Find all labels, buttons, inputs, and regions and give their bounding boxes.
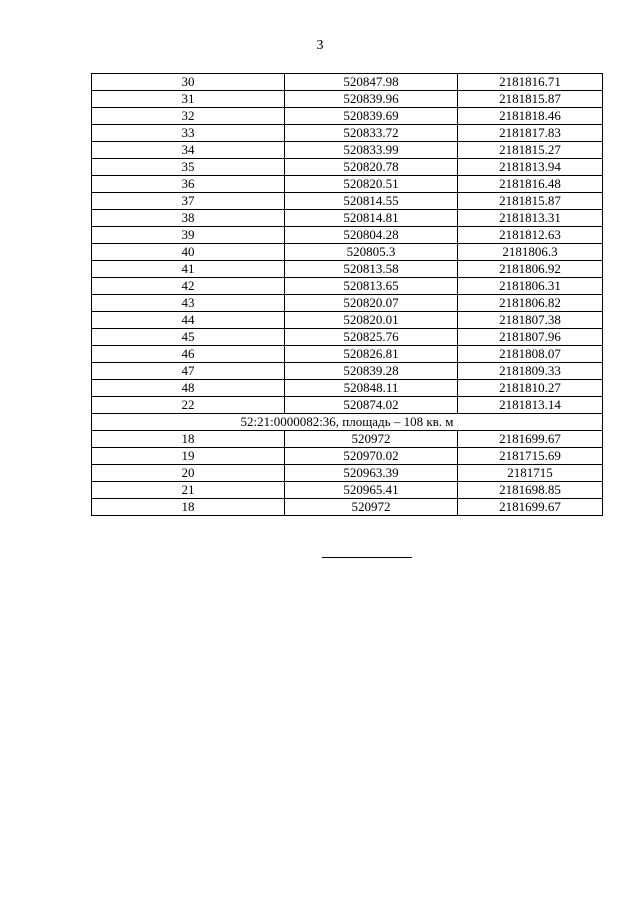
table-row [92,142,603,159]
point-number-cell: 46 [92,346,285,363]
y-coordinate-cell: 2181818.46 [458,108,603,125]
x-coordinate-cell: 520839.28 [285,363,458,380]
point-number-cell: 41 [92,261,285,278]
x-coordinate-cell: 520813.65 [285,278,458,295]
x-coordinate-cell: 520813.58 [285,261,458,278]
table-row [92,295,603,312]
x-coordinate-cell: 520820.07 [285,295,458,312]
y-coordinate-cell: 2181808.07 [458,346,603,363]
y-coordinate-cell: 2181813.94 [458,159,603,176]
y-coordinate-cell: 2181815.87 [458,91,603,108]
table-row [92,227,603,244]
y-coordinate-cell: 2181816.71 [458,74,603,91]
y-coordinate-cell: 2181810.27 [458,380,603,397]
point-number-cell: 18 [92,499,285,516]
page-number: 3 [316,38,324,53]
table-row [92,261,603,278]
y-coordinate-cell: 2181815.87 [458,193,603,210]
y-coordinate-cell: 2181806.92 [458,261,603,278]
x-coordinate-cell: 520965.41 [285,482,458,499]
x-coordinate-cell: 520839.96 [285,91,458,108]
x-coordinate-cell: 520820.78 [285,159,458,176]
table-row [92,125,603,142]
x-coordinate-cell: 520972 [285,431,458,448]
table-row [92,431,603,448]
x-coordinate-cell: 520839.69 [285,108,458,125]
x-coordinate-cell: 520970.02 [285,448,458,465]
point-number-cell: 47 [92,363,285,380]
y-coordinate-cell: 2181813.14 [458,397,603,414]
y-coordinate-cell: 2181807.96 [458,329,603,346]
point-number-cell: 18 [92,431,285,448]
table-row [92,193,603,210]
x-coordinate-cell: 520825.76 [285,329,458,346]
x-coordinate-cell: 520972 [285,499,458,516]
x-coordinate-cell: 520820.01 [285,312,458,329]
y-coordinate-cell: 2181806.3 [458,244,603,261]
point-number-cell: 39 [92,227,285,244]
point-number-cell: 31 [92,91,285,108]
point-number-cell: 37 [92,193,285,210]
table-row [92,91,603,108]
y-coordinate-cell: 2181809.33 [458,363,603,380]
point-number-cell: 43 [92,295,285,312]
parcel-header-cell: 52:21:0000082:36, площадь – 108 кв. м [92,414,603,431]
table-row [92,397,603,414]
footer-rule [322,557,412,558]
y-coordinate-cell: 2181715.69 [458,448,603,465]
table-row [92,363,603,380]
table-row [92,210,603,227]
x-coordinate-cell: 520847.98 [285,74,458,91]
point-number-cell: 42 [92,278,285,295]
table-row [92,74,603,91]
point-number-cell: 38 [92,210,285,227]
table-row [92,380,603,397]
x-coordinate-cell: 520804.28 [285,227,458,244]
coordinates-table-body [92,74,603,516]
y-coordinate-cell: 2181715 [458,465,603,482]
y-coordinate-cell: 2181806.82 [458,295,603,312]
x-coordinate-cell: 520814.55 [285,193,458,210]
x-coordinate-cell: 520874.02 [285,397,458,414]
table-row [92,465,603,482]
y-coordinate-cell: 2181806.31 [458,278,603,295]
point-number-cell: 40 [92,244,285,261]
point-number-cell: 44 [92,312,285,329]
y-coordinate-cell: 2181699.67 [458,499,603,516]
table-row [92,312,603,329]
x-coordinate-cell: 520814.81 [285,210,458,227]
coordinates-table [91,73,603,516]
table-row [92,448,603,465]
table-row [92,346,603,363]
table-row [92,176,603,193]
x-coordinate-cell: 520833.72 [285,125,458,142]
y-coordinate-cell: 2181698.85 [458,482,603,499]
table-row [92,159,603,176]
x-coordinate-cell: 520833.99 [285,142,458,159]
y-coordinate-cell: 2181815.27 [458,142,603,159]
x-coordinate-cell: 520826.81 [285,346,458,363]
point-number-cell: 19 [92,448,285,465]
table-row [92,499,603,516]
table-row [92,329,603,346]
section-header-row [92,414,603,431]
table-row [92,244,603,261]
point-number-cell: 35 [92,159,285,176]
point-number-cell: 22 [92,397,285,414]
point-number-cell: 48 [92,380,285,397]
y-coordinate-cell: 2181699.67 [458,431,603,448]
y-coordinate-cell: 2181807.38 [458,312,603,329]
point-number-cell: 45 [92,329,285,346]
x-coordinate-cell: 520820.51 [285,176,458,193]
table-row [92,108,603,125]
y-coordinate-cell: 2181812.63 [458,227,603,244]
x-coordinate-cell: 520963.39 [285,465,458,482]
y-coordinate-cell: 2181813.31 [458,210,603,227]
y-coordinate-cell: 2181816.48 [458,176,603,193]
point-number-cell: 33 [92,125,285,142]
point-number-cell: 36 [92,176,285,193]
x-coordinate-cell: 520848.11 [285,380,458,397]
point-number-cell: 34 [92,142,285,159]
table-row [92,482,603,499]
point-number-cell: 30 [92,74,285,91]
point-number-cell: 21 [92,482,285,499]
y-coordinate-cell: 2181817.83 [458,125,603,142]
x-coordinate-cell: 520805.3 [285,244,458,261]
point-number-cell: 20 [92,465,285,482]
table-row [92,278,603,295]
point-number-cell: 32 [92,108,285,125]
